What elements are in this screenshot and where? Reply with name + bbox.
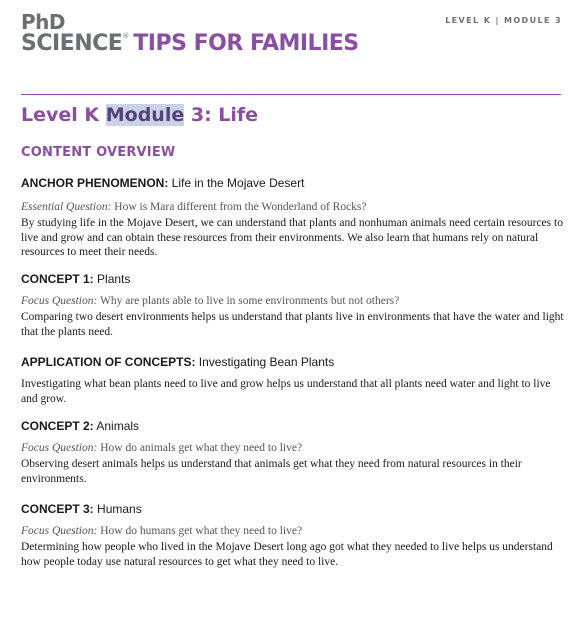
question-label: Focus Question: xyxy=(21,295,98,307)
header-divider xyxy=(21,94,561,95)
section-name: Investigating Bean Plants xyxy=(195,355,335,369)
title-suffix: 3: Life xyxy=(184,104,259,126)
registered-mark: ® xyxy=(122,32,130,40)
section-name: Animals xyxy=(93,419,140,433)
question-text: How do animals get what they need to live? xyxy=(97,442,303,454)
logo-phd-text: PhD xyxy=(21,10,65,34)
page-title xyxy=(21,104,258,126)
section-name: Life in the Mojave Desert xyxy=(168,176,305,190)
section-body: Investigating what bean plants need to live and grow helps us understand that all plants need water and light to live and grow. xyxy=(21,378,551,405)
question-label: Focus Question: xyxy=(21,525,98,537)
question-text: Why are plants able to live in some environments but not others? xyxy=(97,295,400,307)
phd-science-logo xyxy=(21,12,359,55)
section-body: Observing desert animals helps us understand that animals get what they need from natural resources in their environments. xyxy=(21,458,522,485)
question-text: How do humans get what they need to live? xyxy=(97,525,303,537)
title-prefix: Level K xyxy=(21,104,106,126)
section-name: Plants xyxy=(93,272,131,286)
question-label: Focus Question: xyxy=(21,442,98,454)
focus-question xyxy=(21,294,566,308)
section-label: APPLICATION OF CONCEPTS: xyxy=(21,355,196,369)
section-label: CONCEPT 2: xyxy=(21,419,94,433)
content-overview-heading: CONTENT OVERVIEW xyxy=(21,145,176,160)
application-of-concepts-section xyxy=(21,355,566,406)
section-body: Determining how people who lived in the Mojave Desert long ago got what they needed to live helps us understand how people today use natural resources to get what they need to live. xyxy=(21,541,553,568)
concept-3-section xyxy=(21,502,566,569)
section-label: CONCEPT 3: xyxy=(21,502,94,516)
page-header xyxy=(0,0,583,95)
anchor-phenomenon-section xyxy=(21,176,566,260)
focus-question xyxy=(21,524,566,538)
concept-1-section xyxy=(21,272,566,339)
title-highlighted-word: Module xyxy=(105,104,185,126)
focus-question xyxy=(21,441,566,455)
tips-for-families-title: TIPS FOR FAMILIES xyxy=(133,31,359,56)
question-label: Essential Question: xyxy=(21,201,112,213)
section-body: By studying life in the Mojave Desert, we can understand that plants and nonhuman animals need certain resources to live and grow and can obtain these resources from their environments. We also learn that humans rely on natural resources to meet their needs. xyxy=(21,217,563,258)
logo-science-text: SCIENCE xyxy=(21,31,123,56)
section-label: CONCEPT 1: xyxy=(21,272,94,286)
section-name: Humans xyxy=(93,502,142,516)
concept-2-section xyxy=(21,419,566,486)
question-text: How is Mara different from the Wonderland of Rocks? xyxy=(111,201,367,213)
level-module-tag: LEVEL K | MODULE 3 xyxy=(445,16,562,25)
section-body: Comparing two desert environments helps us understand that plants live in environments that have the water and light that the plants need. xyxy=(21,311,564,338)
section-label: ANCHOR PHENOMENON: xyxy=(21,176,169,190)
essential-question xyxy=(21,200,566,214)
